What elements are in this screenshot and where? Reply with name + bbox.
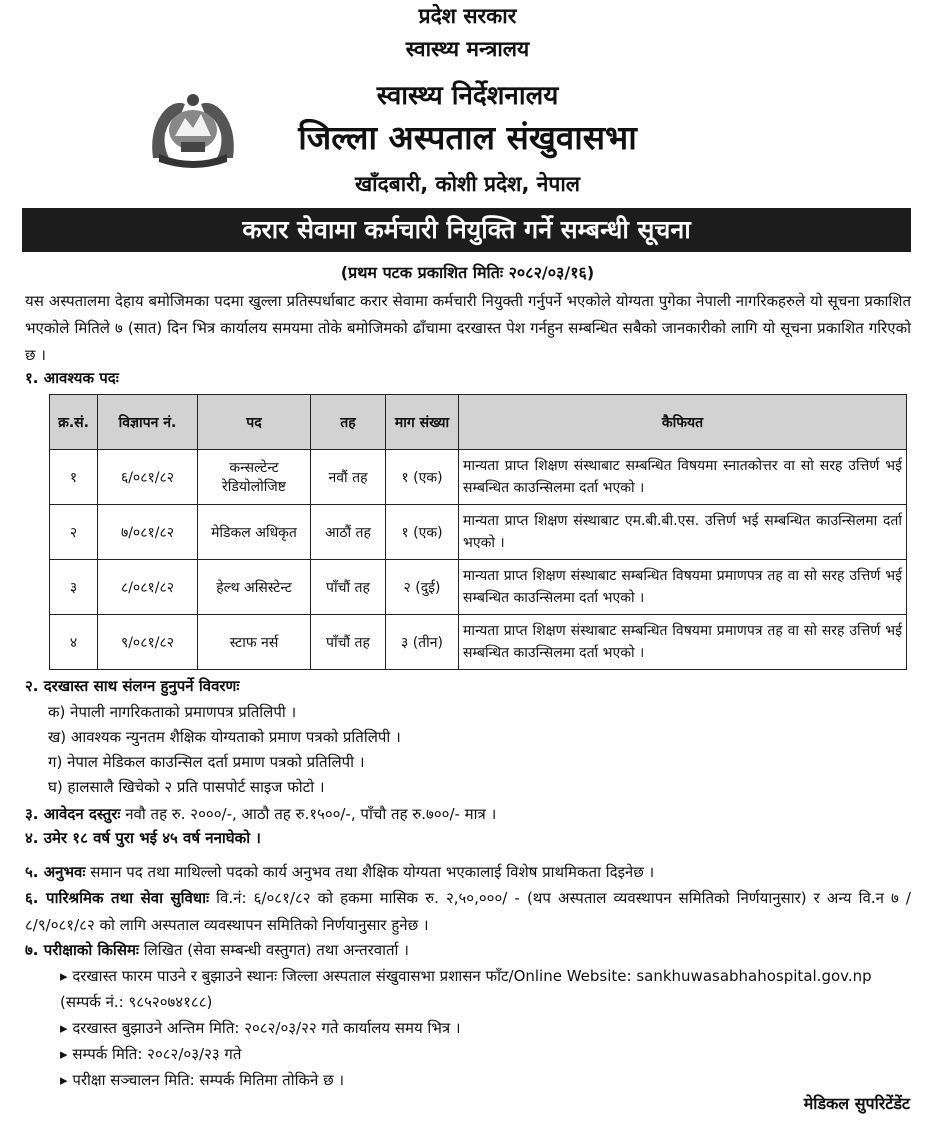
col-header-remarks: कैफियत [459,395,907,450]
exam-detail-bullet [60,1041,910,1067]
bullet-text: दरखास्त फारम पाउने र बुझाउने स्थानः जिल्ला अस्पताल संखुवासभा प्रशासन फाँट/Online Website: sankhuwasabhahospital.gov.np (सम्पर्क नं.: ९८५२०७४१८८) [60,967,872,1011]
cell-post: कन्सल्टेन्ट रेडियोलोजिष्ट [198,450,311,505]
cell-level: पाँचौं तह [311,615,386,670]
col-header-post: पद [198,395,311,450]
attachment-item: ग) नेपाल मेडिकल काउन्सिल दर्ता प्रमाण पत्रको प्रतिलिपी । [48,753,365,771]
attachment-item: घ) हालसालै खिचेको २ प्रति पासपोर्ट साइज फोटो । [48,778,325,796]
cell-serial: १ [50,450,98,505]
cell-post: मेडिकल अधिकृत [198,505,311,560]
cell-ad-number: ७/०८१/८२ [98,505,198,560]
fee-text: नवौ तह रु. २०००/-, आठौ तह रु.१५००/-, पाँचौ तह रु.७००/- मात्र । [125,805,497,823]
cell-serial: ४ [50,615,98,670]
signature-title: मेडिकल सुपरिटेंडेंट [803,1094,910,1113]
remuneration-text: वि.नं: ६/०८१/८२ को हकमा मासिक रु. २,५०,०००/ - (थप अस्पताल व्यवस्थापन समितिको निर्णयानुसार) र अन्य वि.न ७ / ८/९/०८१/८२ को लागि अस्पताल व्यवस्थापन समितिको निर्णयानुसार हुनेछ । [25,889,911,934]
notice-title-banner: करार सेवामा कर्मचारी नियुक्ति गर्ने सम्बन्धी सूचना [22,208,911,252]
cell-serial: २ [50,505,98,560]
cell-demand: १ (एक) [386,505,459,560]
cell-serial: ३ [50,560,98,615]
cell-ad-number: ९/०८१/८२ [98,615,198,670]
section-application-fee [25,801,911,828]
section-exam-type [25,937,911,964]
header-address: खाँदबारी, कोशी प्रदेश, नेपाल [354,172,581,196]
attachment-item: ख) आवश्यक न्युनतम शैक्षिक योग्यताको प्रमाण पत्रको प्रतिलिपी । [48,728,401,746]
fee-label: ३. आवेदन दस्तुरः [25,805,121,823]
col-header-serial: क्र.सं. [50,395,98,450]
table-header-row [50,395,907,450]
section-attachments-heading: २. दरखास्त साथ संलग्न हुनुपर्ने विवरणः [25,677,240,695]
col-header-demand: माग संख्या [386,395,459,450]
triangle-bullet-icon: ▸ [60,1045,68,1063]
header-ministry: स्वास्थ्य मन्त्रालय [405,37,530,61]
header-directorate: स्वास्थ्य निर्देशनालय [376,81,559,111]
triangle-bullet-icon: ▸ [60,1071,68,1089]
cell-ad-number: ८/०८१/८२ [98,560,198,615]
cell-remarks: मान्यता प्राप्त शिक्षण संस्थाबाट सम्बन्धित विषयमा प्रमाणपत्र तह वा सो सरह उत्तिर्ण भई सम्बन्धित काउन्सिलमा दर्ता भएको । [459,560,907,615]
cell-remarks: मान्यता प्राप्त शिक्षण संस्थाबाट सम्बन्धित विषयमा स्नातकोत्तर वा सो सरह उत्तिर्ण भई सम्बन्धित काउन्सिलमा दर्ता भएको । [459,450,907,505]
col-header-ad-number: विज्ञापन नं. [98,395,198,450]
published-date: (प्रथम पटक प्रकाशित मितिः २०८२/०३/१६) [340,263,595,282]
cell-remarks: मान्यता प्राप्त शिक्षण संस्थाबाट एम.बी.बी.एस. उत्तिर्ण भई सम्बन्धित काउन्सिलमा दर्ता भएको । [459,505,907,560]
bullet-text: सम्पर्क मिति: २०८२/०३/२३ गते [72,1045,242,1063]
exam-type-text: लिखित (सेवा सम्बन्धी वस्तुगत) तथा अन्तरवार्ता । [143,941,409,959]
bullet-text: दरखास्त बुझाउने अन्तिम मिति: २०८२/०३/२२ गते कार्यालय समय भित्र । [72,1019,461,1037]
triangle-bullet-icon: ▸ [60,1019,68,1037]
remuneration-label: ६. पारिश्रमिक तथा सेवा सुविधाः [25,889,210,907]
section-experience [25,859,911,886]
section-remuneration [25,885,911,939]
col-header-level: तह [311,395,386,450]
cell-post: हेल्थ असिस्टेन्ट [198,560,311,615]
triangle-bullet-icon: ▸ [60,967,68,985]
cell-demand: ३ (तीन) [386,615,459,670]
table-row [50,560,907,615]
header-government: प्रदेश सरकार [418,4,517,28]
posts-table [49,394,907,670]
nepal-emblem-icon [145,88,241,168]
exam-type-label: ७. परीक्षाको किसिमः [25,941,139,959]
header-hospital-name: जिल्ला अस्पताल संखुवासभा [298,118,637,157]
intro-paragraph: यस अस्पतालमा देहाय बमोजिमका पदमा खुल्ला प्रतिस्पर्धाबाट करार सेवामा कर्मचारी नियुक्ती गर्नुपर्ने भएकोले योग्यता पुगेका नेपाली नागरिकहरुले यो सूचना प्रकाशित भएकोले मितिले ७ (सात) दिन भित्र कार्यालय समयमा तोके बमोजिमको ढाँचामा दरखास्त पेश गर्नहुन सम्बन्धित सबैको जानकारीको लागि यो सूचना प्रकाशित गरिएको छ । [25,292,911,364]
table-row [50,450,907,505]
cell-level: नवौं तह [311,450,386,505]
exam-detail-bullet [60,963,910,1015]
table-row [50,615,907,670]
experience-label: ५. अनुभवः [25,863,86,881]
exam-detail-bullet [60,1015,910,1041]
cell-level: आठौं तह [311,505,386,560]
section-age-limit: ४. उमेर १८ वर्ष पुरा भई ४५ वर्ष ननाघेको । [25,829,261,847]
table-row [50,505,907,560]
cell-level: पाँचौं तह [311,560,386,615]
exam-detail-bullet [60,1067,910,1093]
section-required-posts-heading: १. आवश्यक पदः [25,369,119,387]
experience-text: समान पद तथा माथिल्लो पदको कार्य अनुभव तथा शैक्षिक योग्यता भएकालाई विशेष प्राथमिकता दिइनेछ । [90,863,655,881]
cell-post: स्टाफ नर्स [198,615,311,670]
cell-demand: १ (एक) [386,450,459,505]
bullet-text: परीक्षा सञ्चालन मिति: सम्पर्क मितिमा तोकिने छ । [72,1071,345,1089]
cell-ad-number: ६/०८१/८२ [98,450,198,505]
cell-remarks: मान्यता प्राप्त शिक्षण संस्थाबाट सम्बन्धित विषयमा प्रमाणपत्र तह वा सो सरह उत्तिर्ण भई सम्बन्धित काउन्सिलमा दर्ता भएको । [459,615,907,670]
attachment-item: क) नेपाली नागरिकताको प्रमाणपत्र प्रतिलिपी । [48,703,297,721]
cell-demand: २ (दुई) [386,560,459,615]
